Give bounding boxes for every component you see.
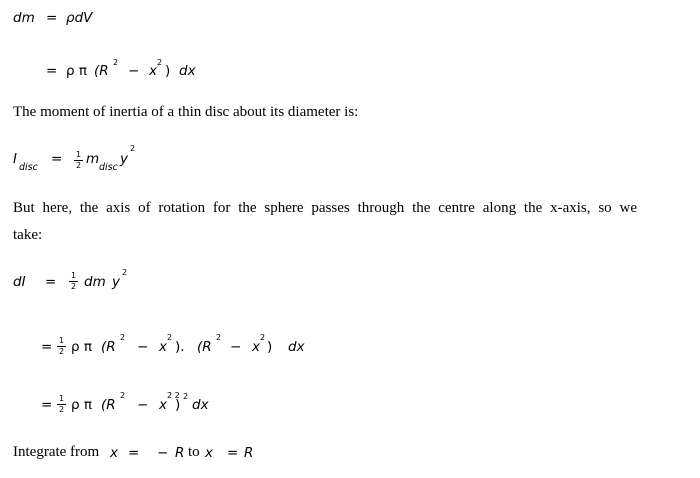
limit-x2: x — [205, 445, 213, 461]
eq5-sup-x1: 2 — [167, 333, 173, 342]
eq3-lhs-sub: disc — [19, 162, 38, 173]
eq2-dx: dx — [179, 63, 196, 79]
eq3-frac-num: 1 — [75, 150, 82, 159]
eq5-open-r1: (R — [101, 339, 116, 355]
eq4-dm: dm — [84, 274, 106, 290]
eq3-m-sub: disc — [99, 162, 118, 173]
limit-r2: R — [244, 445, 254, 461]
eq2-rho-pi: ρ π — [66, 63, 87, 79]
eq5-open-r2: (R — [197, 339, 212, 355]
eq4-frac-den: 2 — [70, 282, 77, 291]
eq5-dx: dx — [288, 339, 305, 355]
eq6-dx: dx — [192, 397, 209, 413]
eq5-frac-den: 2 — [58, 347, 65, 356]
eq5-rho-pi: ρ π — [71, 339, 92, 355]
eq4-sup-y: 2 — [122, 268, 128, 277]
eq5-minus1: − — [137, 339, 149, 355]
integrate-prefix: Integrate from — [13, 444, 100, 460]
eq5-equals: = — [41, 339, 53, 355]
eq2-sup-r: 2 — [113, 58, 119, 67]
eq6-minus: − — [137, 397, 149, 413]
eq1-equals: = — [46, 10, 58, 26]
eq5-sup-r1: 2 — [120, 333, 126, 342]
eq3-fraction — [74, 151, 83, 170]
eq4-fraction — [69, 272, 78, 291]
disc-inertia-statement: The moment of inertia of a thin disc about its diameter is: — [13, 104, 359, 120]
limit-minus: − — [157, 445, 169, 461]
eq4-equals: = — [45, 274, 57, 290]
eq2-open-r: (R — [94, 63, 109, 79]
eq6-sup-outer: 2 — [183, 392, 189, 401]
eq6-fraction — [57, 395, 66, 414]
eq6-open-r: (R — [101, 397, 116, 413]
eq5-x1: x — [159, 339, 167, 355]
rotation-axis-statement-cont: take: — [13, 227, 43, 243]
eq5-fraction — [57, 337, 66, 356]
eq3-sup-y: 2 — [130, 144, 136, 153]
eq6-sup-r: 2 — [120, 391, 126, 400]
eq5-x2: x — [252, 339, 260, 355]
eq6-sup-x: 2 2 — [167, 391, 180, 400]
limit-to: to — [188, 444, 200, 460]
eq5-sup-r2: 2 — [216, 333, 222, 342]
eq4-lhs: dI — [13, 274, 26, 290]
eq2-minus: − — [128, 63, 140, 79]
limit-eq1: = — [128, 445, 140, 461]
eq6-equals: = — [41, 397, 53, 413]
eq6-frac-num: 1 — [58, 394, 65, 403]
eq4-y: y — [112, 274, 120, 290]
eq4-frac-num: 1 — [70, 271, 77, 280]
eq3-m: m — [86, 151, 100, 167]
eq6-rho-pi: ρ π — [71, 397, 92, 413]
eq5-close2: ) — [267, 339, 273, 355]
eq3-equals: = — [51, 151, 63, 167]
eq6-x: x — [159, 397, 167, 413]
rotation-axis-statement: But here, the axis of rotation for the sphere passes through the centre along the x-axis, so we — [13, 200, 637, 216]
eq5-sup-x2: 2 — [260, 333, 266, 342]
limit-r1: R — [175, 445, 185, 461]
eq2-x: x — [149, 63, 157, 79]
eq2-close: ) — [165, 63, 171, 79]
eq1-lhs: dm — [13, 10, 35, 26]
eq5-frac-num: 1 — [58, 336, 65, 345]
limit-eq2: = — [227, 445, 239, 461]
eq5-close1: ). — [175, 339, 185, 355]
eq1-rhs: ρdV — [66, 10, 93, 26]
eq6-frac-den: 2 — [58, 405, 65, 414]
eq6-close: ) — [175, 397, 181, 413]
limit-x1: x — [110, 445, 118, 461]
eq2-equals: = — [46, 63, 58, 79]
eq3-y: y — [120, 151, 128, 167]
eq2-sup-x: 2 — [157, 58, 163, 67]
eq3-frac-den: 2 — [75, 161, 82, 170]
eq3-lhs: I — [13, 151, 17, 167]
eq5-minus2: − — [230, 339, 242, 355]
